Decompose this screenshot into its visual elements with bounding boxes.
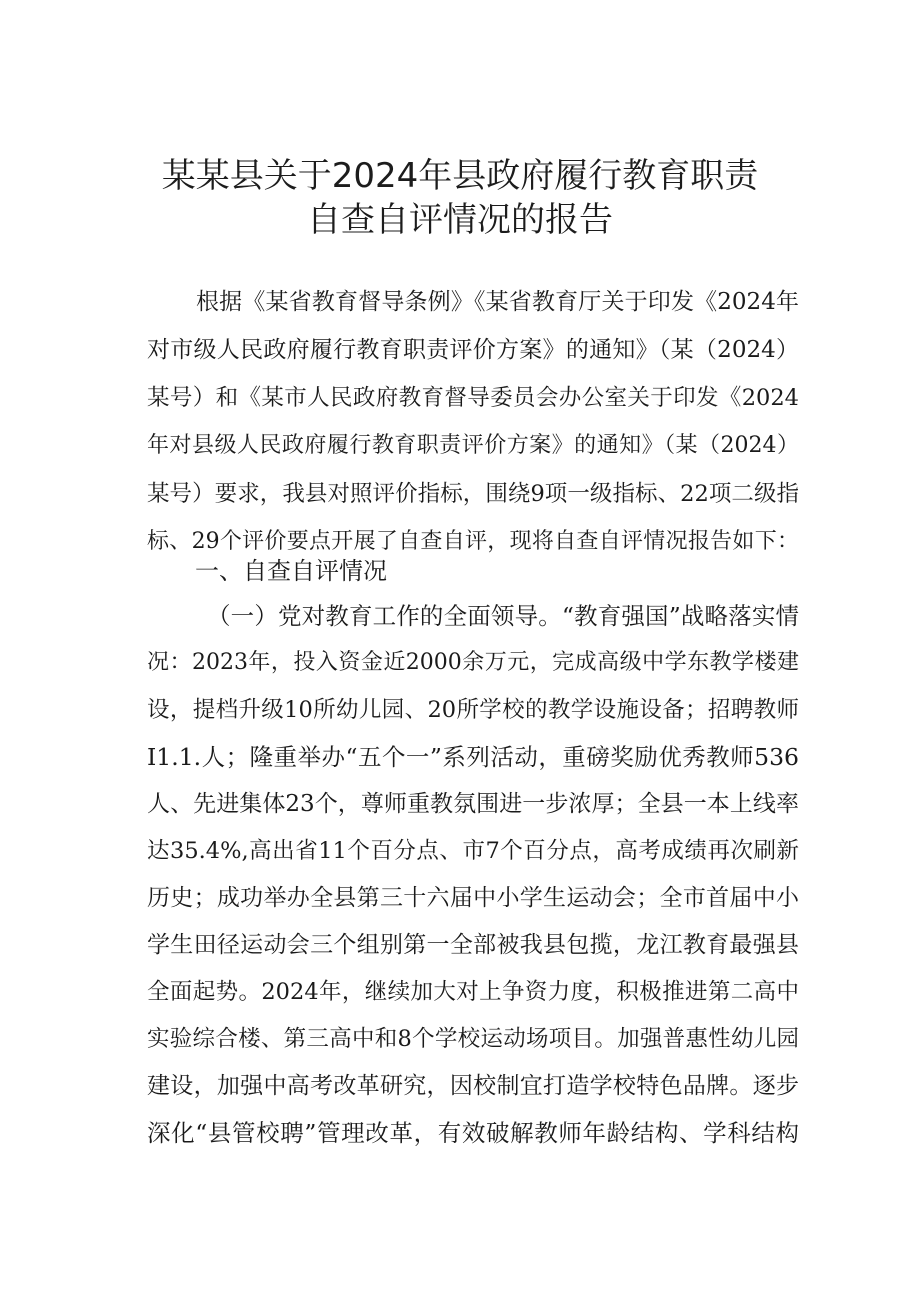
- paragraph-line: 历史；成功举办全县第三十六届中小学生运动会；全市首届中小: [147, 885, 799, 911]
- paragraph-line: 全面起势。2024年，继续加大对上争资力度，积极推进第二高中: [147, 979, 799, 1005]
- paragraph-line: 学生田径运动会三个组别第一全部被我县包揽，龙江教育最强县: [147, 932, 799, 958]
- document-title-line-2: 自查自评情况的报告: [307, 200, 613, 240]
- paragraph-line: 人、先进集体23个，尊师重教氛围进一步浓厚；全县一本上线率: [147, 791, 799, 817]
- paragraph-line: 标、29个评价要点开展了自查自评，现将自查自评情况报告如下：: [147, 529, 799, 554]
- paragraph-line: 实验综合楼、第三高中和8个学校运动场项目。加强普惠性幼儿园: [147, 1026, 799, 1052]
- paragraph-line: 设，提档升级10所幼儿园、20所学校的教学设施设备；招聘教师: [147, 697, 799, 723]
- paragraph-line: 年对县级人民政府履行教育职责评价方案》的通知》（某（2024）: [147, 433, 799, 458]
- paragraph-line: （一）党对教育工作的全面领导。“教育强国”战略落实情: [207, 602, 799, 630]
- paragraph-line: 某号）要求，我县对照评价指标，围绕9项一级指标、22项二级指: [147, 481, 799, 507]
- paragraph-line: 达35.4%,高出省11个百分点、市7个百分点，高考成绩再次刷新: [147, 838, 799, 864]
- paragraph-line: 况：2023年，投入资金近2000余万元，完成高级中学东教学楼建: [147, 650, 799, 675]
- paragraph-line: 某号）和《某市人民政府教育督导委员会办公室关于印发《2024: [147, 385, 799, 411]
- paragraph-line: I1.1.人；隆重举办“五个一”系列活动，重磅奖励优秀教师536: [147, 743, 799, 771]
- document-title-line-1: 某某县关于2024年县政府履行教育职责: [161, 156, 759, 196]
- paragraph-line: 深化“县管校聘”管理改革，有效破解教师年龄结构、学科结构: [147, 1119, 799, 1147]
- section-heading: 一、自查自评情况: [195, 557, 387, 585]
- paragraph-line: 对市级人民政府履行教育职责评价方案》的通知》（某（2024）: [147, 337, 799, 363]
- paragraph-line: 建设，加强中高考改革研究，因校制宜打造学校特色品牌。逐步: [147, 1073, 799, 1099]
- paragraph-line: 根据《某省教育督导条例》《某省教育厅关于印发《2024年: [196, 289, 799, 315]
